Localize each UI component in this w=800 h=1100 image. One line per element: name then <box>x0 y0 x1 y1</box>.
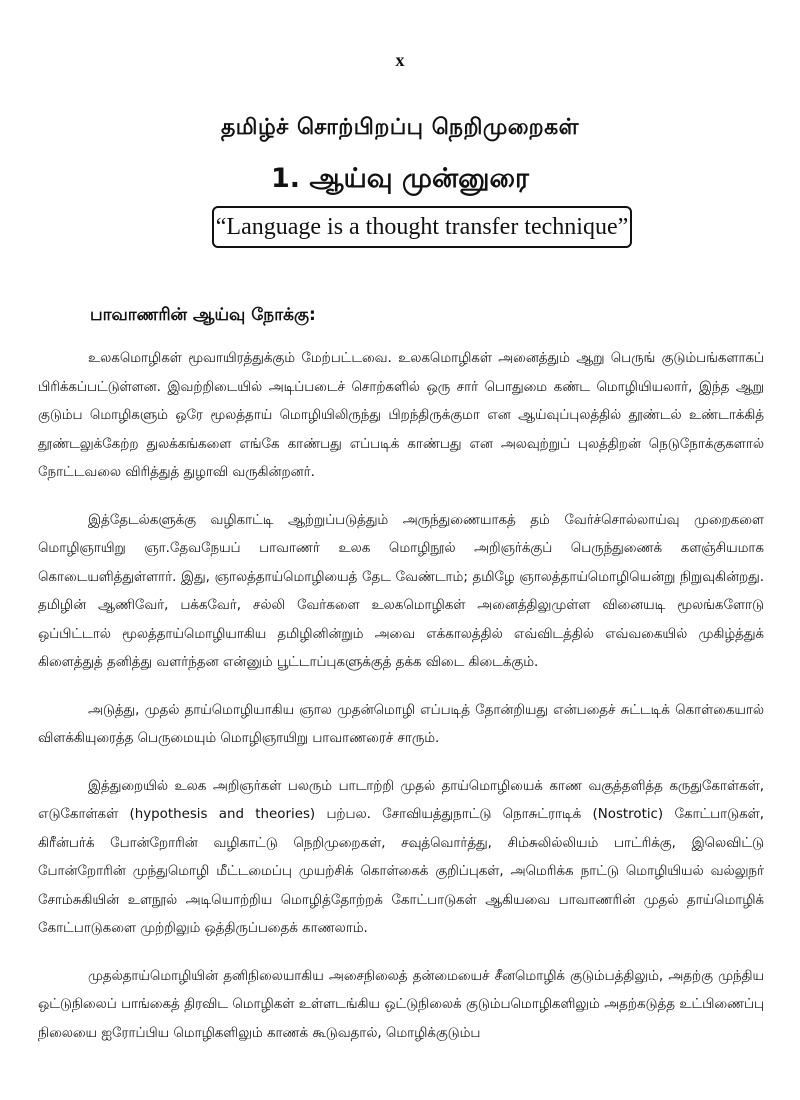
quote-box <box>212 206 632 248</box>
quote-text: “Language is a thought transfer technique” <box>215 213 629 240</box>
paragraph: முதல்தாய்மொழியின் தனிநிலையாகிய அசைநிலைத் தன்மையைச் சீனமொழிக் குடும்பத்திலும், அதற்கு முந்திய ஒட்டுநிலைப் பாங்கைத் திரவிட மொழிகள் உள்ளடங்கிய ஒட்டுநிலைக் குடும்பமொழிகளிலும் அதற்கடுத்த உட்பிணைப்பு நிலையை ஐரோப்பிய மொழிகளிலும் காணக் கூடுவதால், மொழிக்குடும்ப <box>38 968 764 1041</box>
paragraph: அடுத்து, முதல் தாய்மொழியாகிய ஞால முதன்மொழி எப்படித் தோன்றியது என்பதைச் சுட்டடிக் கொள்கையால் விளக்கியுரைத்த பெருமையும் மொழிஞாயிறு பாவாணரைச் சாரும். <box>38 702 764 746</box>
page-number: x <box>395 50 405 70</box>
paragraph: இத்துறையில் உலக அறிஞர்கள் பலரும் பாடாற்றி முதல் தாய்மொழியைக் காண வகுத்தளித்த கருதுகோள்கள், எடுகோள்கள் (hypothesis and theories) பற்பல. சோவியத்துநாட்டு நொசுட்ராடிக் (Nostrotic) கோட்பாடுகள், கிரீன்பர்க் போன்றோரின் வழிகாட்டு நெறிமுறைகள், சவுத்வொர்த்து, சிம்சுலில்லியம் பாட்ரிக்கு, இலெவிட்டு போன்றோரின் முந்துமொழி மீட்டமைப்பு முயற்சிக் கொள்கைக் குறிப்புகள், அமெரிக்க நாட்டு மொழியியல் வல்லுநர் சோம்சுகியின் உளநூல் அடியொற்றிய மொழித்தோற்றக் கோட்பாடுகள் ஆகியவை பாவாணரின் முதல் தாய்மொழிக் கோட்பாடுகளை முற்றிலும் ஒத்திருப்பதைக் காணலாம். <box>38 778 764 936</box>
chapter-heading: தமிழ்ச் சொற்பிறப்பு நெறிமுறைகள் <box>220 115 580 140</box>
body-text <box>38 345 764 1067</box>
paragraph: உலகமொழிகள் மூவாயிரத்துக்கும் மேற்பட்டவை. உலகமொழிகள் அனைத்தும் ஆறு பெருங் குடும்பங்களாகப் பிரிக்கப்பட்டுள்ளன. இவற்றிடையில் அடிப்படைச் சொற்களில் ஒரு சார் பொதுமை கண்ட மொழியியலார், இந்த ஆறு குடும்ப மொழிகளும் ஒரே மூலத்தாய் மொழியிலிருந்து பிறந்திருக்குமா என ஆய்வுப்புலத்தில் தூண்டல் உண்டாக்கித் தூண்டலுக்கேற்ற துலக்கங்களை எங்கே காண்பது எப்படிக் காண்பது என அலவுற்றுப் புலத்திறன் நெடுநோக்குகளால் நோட்டவலை விரித்துத் துழாவி வருகின்றனர். <box>38 351 764 480</box>
aim-heading: பாவாணரின் ஆய்வு நோக்கு: <box>90 305 316 325</box>
section-heading: 1. ஆய்வு முன்னுரை <box>271 163 529 194</box>
paragraph: இத்தேடல்களுக்கு வழிகாட்டி ஆற்றுப்படுத்தும் அருந்துணையாகத் தம் வேர்ச்சொல்லாய்வு முறைகளை மொழிஞாயிறு ஞா.தேவநேயப் பாவாணர் உலக மொழிநூல் அறிஞர்க்குப் பெருந்துணைக் களஞ்சியமாக கொடையளித்துள்ளார். இது, ஞாலத்தாய்மொழியைத் தேட வேண்டாம்; தமிழே ஞாலத்தாய்மொழியென்று நிறுவுகின்றது. தமிழின் ஆணிவேர், பக்கவேர், சல்லி வேர்களை உலகமொழிகள் அனைத்திலுமுள்ள வினையடி மூலங்களோடு ஒப்பிட்டால் மூலத்தாய்மொழியாகிய தமிழினின்றும் அவை எக்காலத்தில் எவ்விடத்தில் எவ்வகையில் முகிழ்த்துக் கிளைத்துத் தனித்து வளர்ந்தன என்னும் பூட்டாப்புகளுக்குத் தக்க விடை கிடைக்கும். <box>38 512 764 670</box>
